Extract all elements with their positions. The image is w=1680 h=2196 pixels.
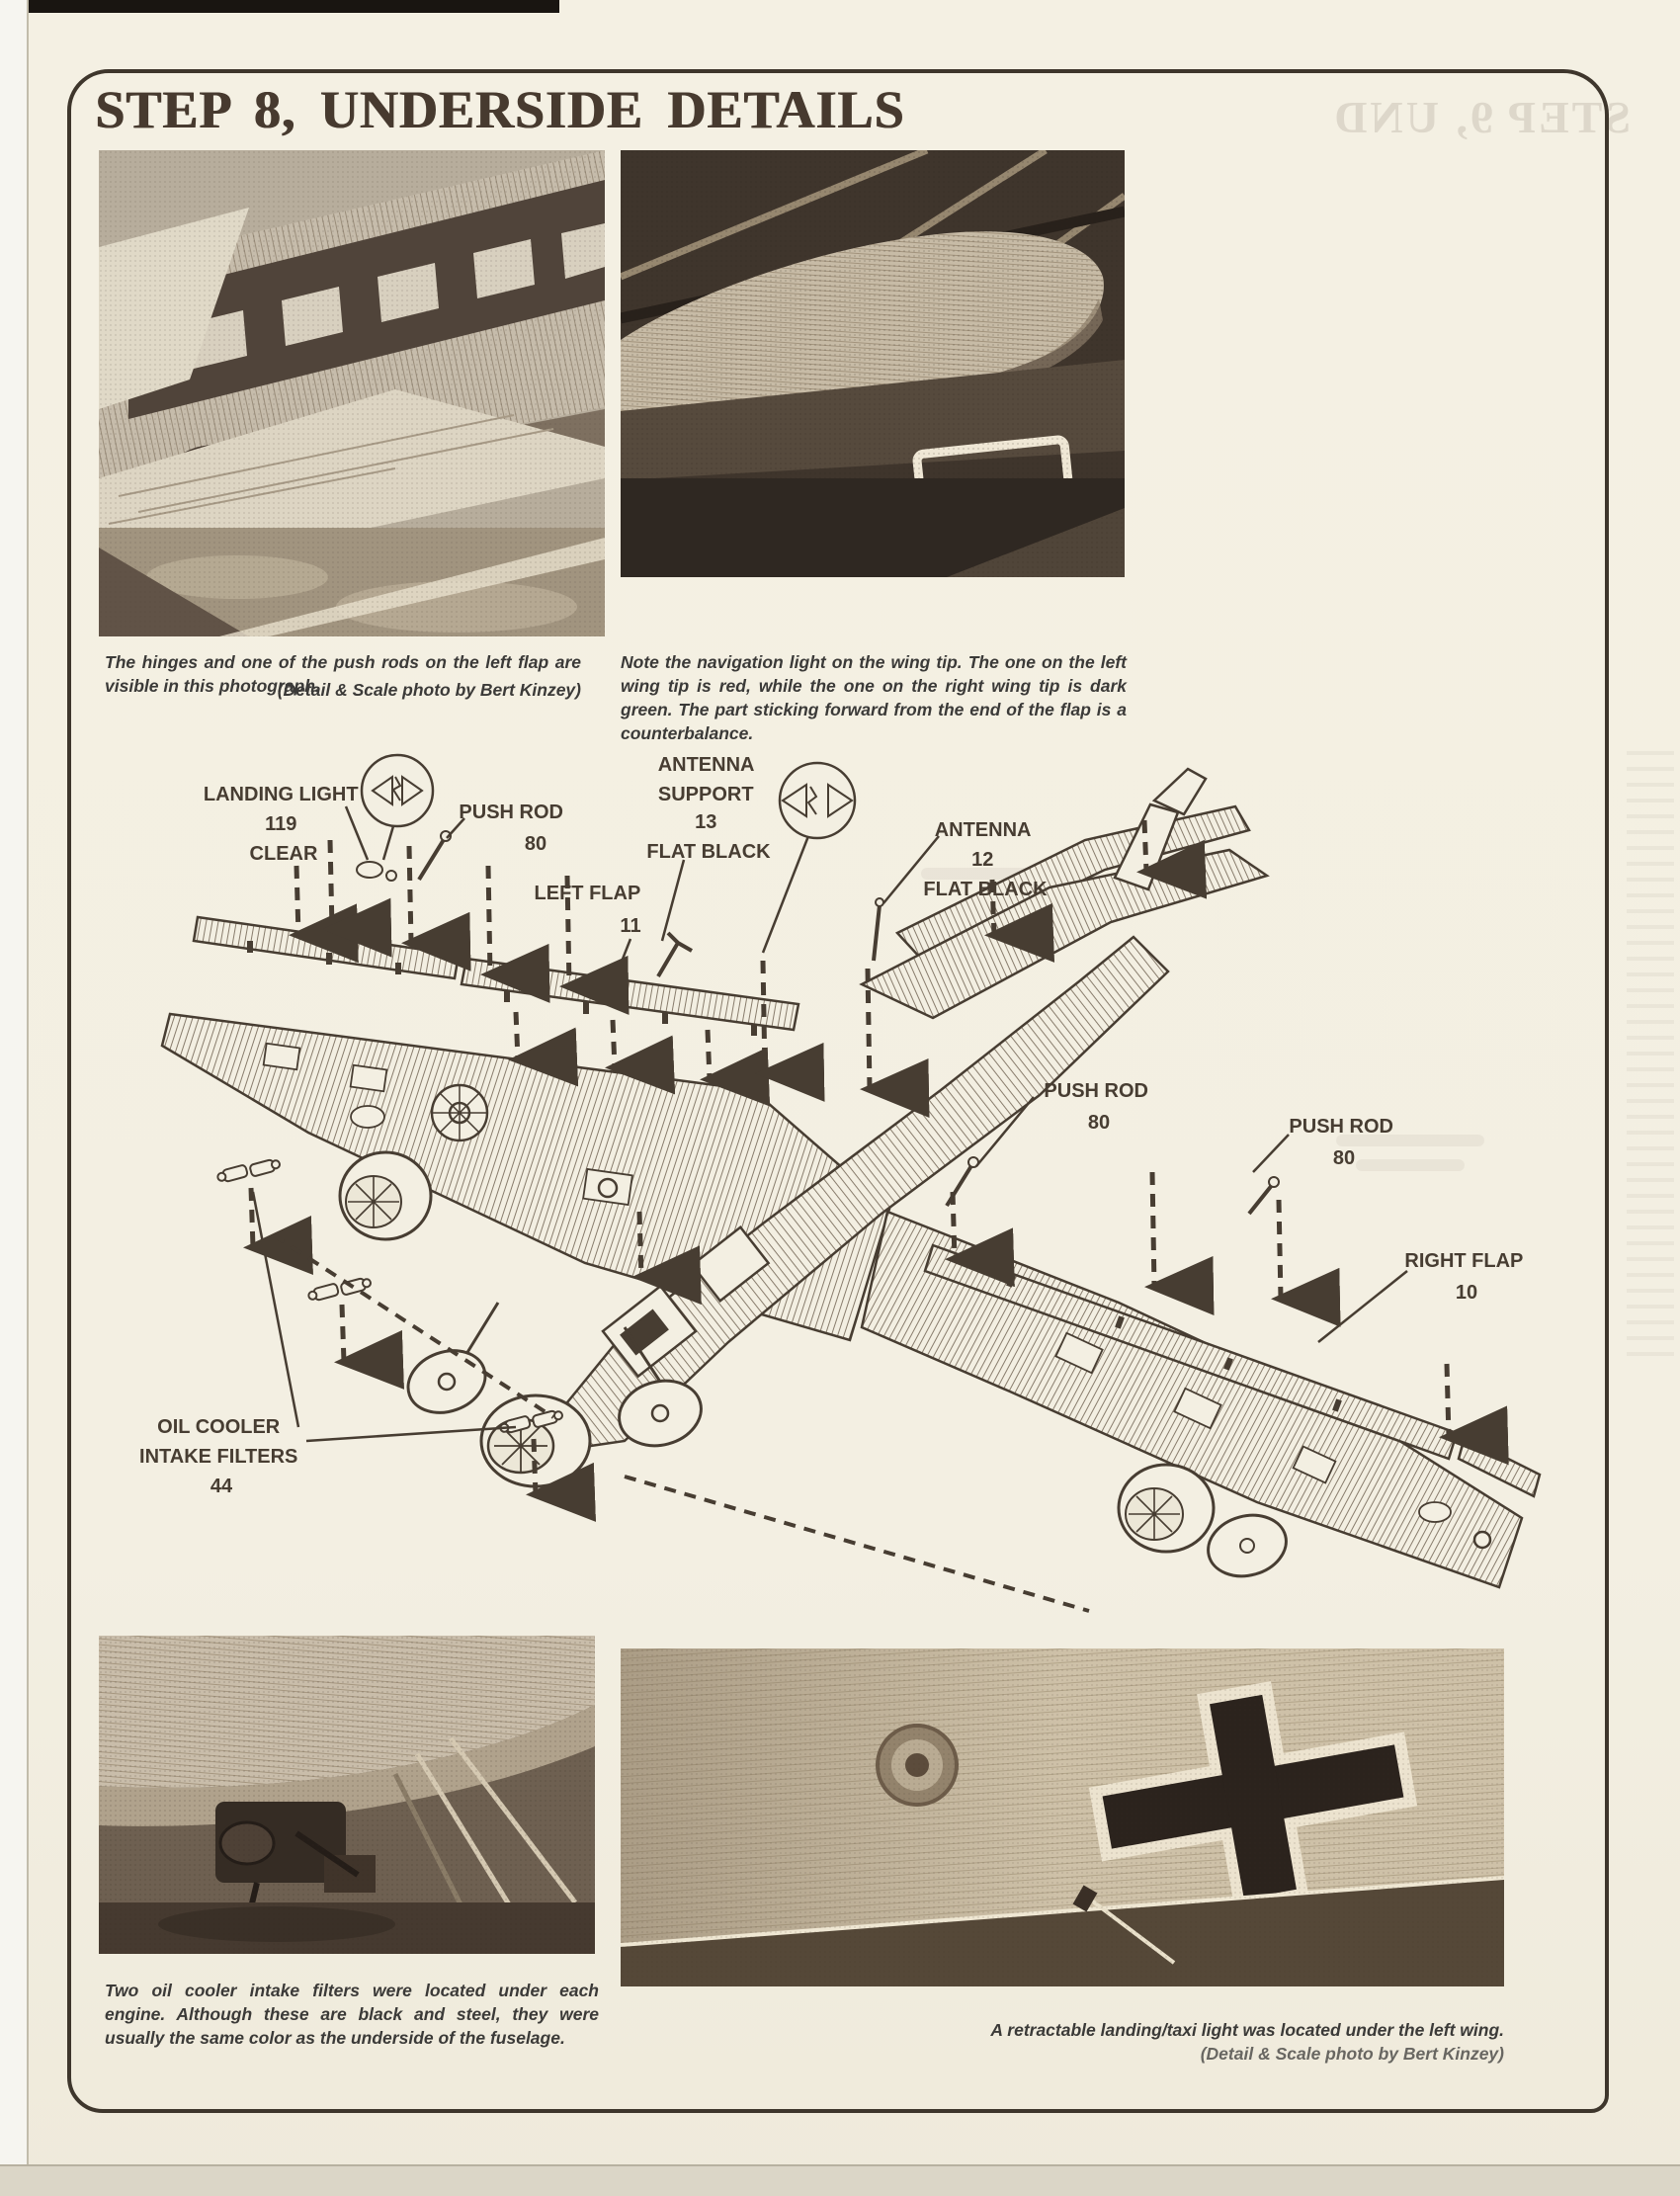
scanner-bottom-edge — [0, 2164, 1680, 2196]
label-line: 13 — [695, 811, 717, 833]
label-line: 10 — [1455, 1282, 1478, 1304]
photo-wing-cross-art — [621, 1648, 1504, 1986]
label-line: OIL COOLER — [157, 1416, 281, 1438]
landing-light-recess — [599, 1179, 617, 1197]
label-oil-cooler — [139, 1416, 303, 1497]
label-line: PUSH ROD — [459, 802, 564, 823]
label-line: 12 — [971, 849, 994, 871]
label-right-flap — [1404, 1250, 1528, 1304]
scanner-left-edge — [0, 0, 29, 2196]
caption-top-right-text: Note the navigation light on the wing tip. The one on the left wing tip is red, while the one on the right wing tip is dark green. The part sticking forward from the end of the flap is a counterbalance. — [621, 652, 1127, 743]
label-line: FLAT BLACK — [646, 841, 771, 863]
label-line: PUSH ROD — [1289, 1116, 1394, 1138]
label-push-rod-mid — [1044, 1080, 1153, 1134]
label-line: 11 — [620, 915, 641, 937]
caption-bottom-right-text: A retractable landing/taxi light was located under the left wing. — [990, 2020, 1504, 2040]
label-line: CLEAR — [249, 843, 318, 865]
caption-bottom-right — [850, 2018, 1504, 2066]
photo-oil-cooler-art — [99, 1636, 595, 1954]
label-push-rod-left — [459, 802, 568, 855]
caption-top-left — [105, 650, 581, 702]
caption-bottom-left — [105, 1979, 599, 2050]
label-left-flap — [535, 883, 646, 937]
exploded-diagram — [71, 749, 1601, 1629]
label-line: PUSH ROD — [1044, 1080, 1149, 1102]
label-line: ANTENNA — [934, 819, 1031, 841]
caption-bottom-left-text: Two oil cooler intake filters were located under each engine. Although these are black and steel, they were usually the same color as the underside of the fuselage. — [105, 1981, 599, 2048]
bleed-through-text-column — [1627, 751, 1674, 1364]
callout-antenna-support-circle — [780, 763, 855, 838]
photo-fuselage-side — [99, 150, 605, 636]
filter-cluster-1 — [216, 1155, 281, 1185]
label-line: 80 — [1087, 1112, 1111, 1134]
left-flap-parts — [194, 917, 798, 1036]
label-line: ANTENNA — [657, 754, 754, 776]
landing-light-part — [357, 862, 382, 878]
push-rod-right-part — [1249, 1177, 1279, 1214]
photo-wing-tip — [621, 150, 1125, 577]
label-line: 80 — [524, 833, 547, 855]
photo-oil-cooler — [99, 1636, 595, 1954]
bleed-through-title: STEP 9, UND — [1331, 92, 1631, 142]
label-line: 119 — [265, 813, 297, 835]
label-line: LEFT FLAP — [534, 883, 640, 904]
filter-cluster-2 — [307, 1274, 372, 1304]
photo-wing-cross — [621, 1648, 1504, 1986]
left-aileron — [194, 917, 459, 978]
caption-top-left-credit: (Detail & Scale photo by Bert Kinzey) — [277, 680, 581, 700]
photo-wing-tip-art — [621, 150, 1125, 577]
label-line: 44 — [210, 1476, 233, 1497]
photo-fuselage-side-art — [99, 150, 605, 636]
spare-wheel-disc — [432, 1085, 487, 1140]
caption-top-left-text: The hinges and one of the push rods on the left flap are visible in this photograph. — [105, 652, 581, 696]
left-wing-engine — [340, 1152, 431, 1239]
label-line: 80 — [1332, 1147, 1356, 1169]
label-antenna-support — [646, 754, 771, 863]
page-title: STEP 8, UNDERSIDE DETAILS — [95, 80, 905, 139]
caption-bottom-right-credit: (Detail & Scale photo by Bert Kinzey) — [1200, 2044, 1504, 2064]
left-flap — [462, 959, 798, 1030]
caption-top-right — [621, 650, 1127, 745]
label-line: FLAT BLACK — [923, 879, 1048, 900]
label-line: LANDING LIGHT — [203, 784, 359, 805]
label-landing-light — [204, 784, 364, 865]
callout-landing-light-circle — [362, 755, 433, 826]
antenna-part — [874, 898, 883, 961]
label-line: RIGHT FLAP — [1404, 1250, 1524, 1272]
push-rod-left-part — [419, 831, 451, 880]
label-line: INTAKE FILTERS — [139, 1446, 298, 1468]
label-antenna — [923, 819, 1048, 900]
label-line: SUPPORT — [657, 784, 754, 805]
scanner-edge-band — [0, 0, 559, 13]
